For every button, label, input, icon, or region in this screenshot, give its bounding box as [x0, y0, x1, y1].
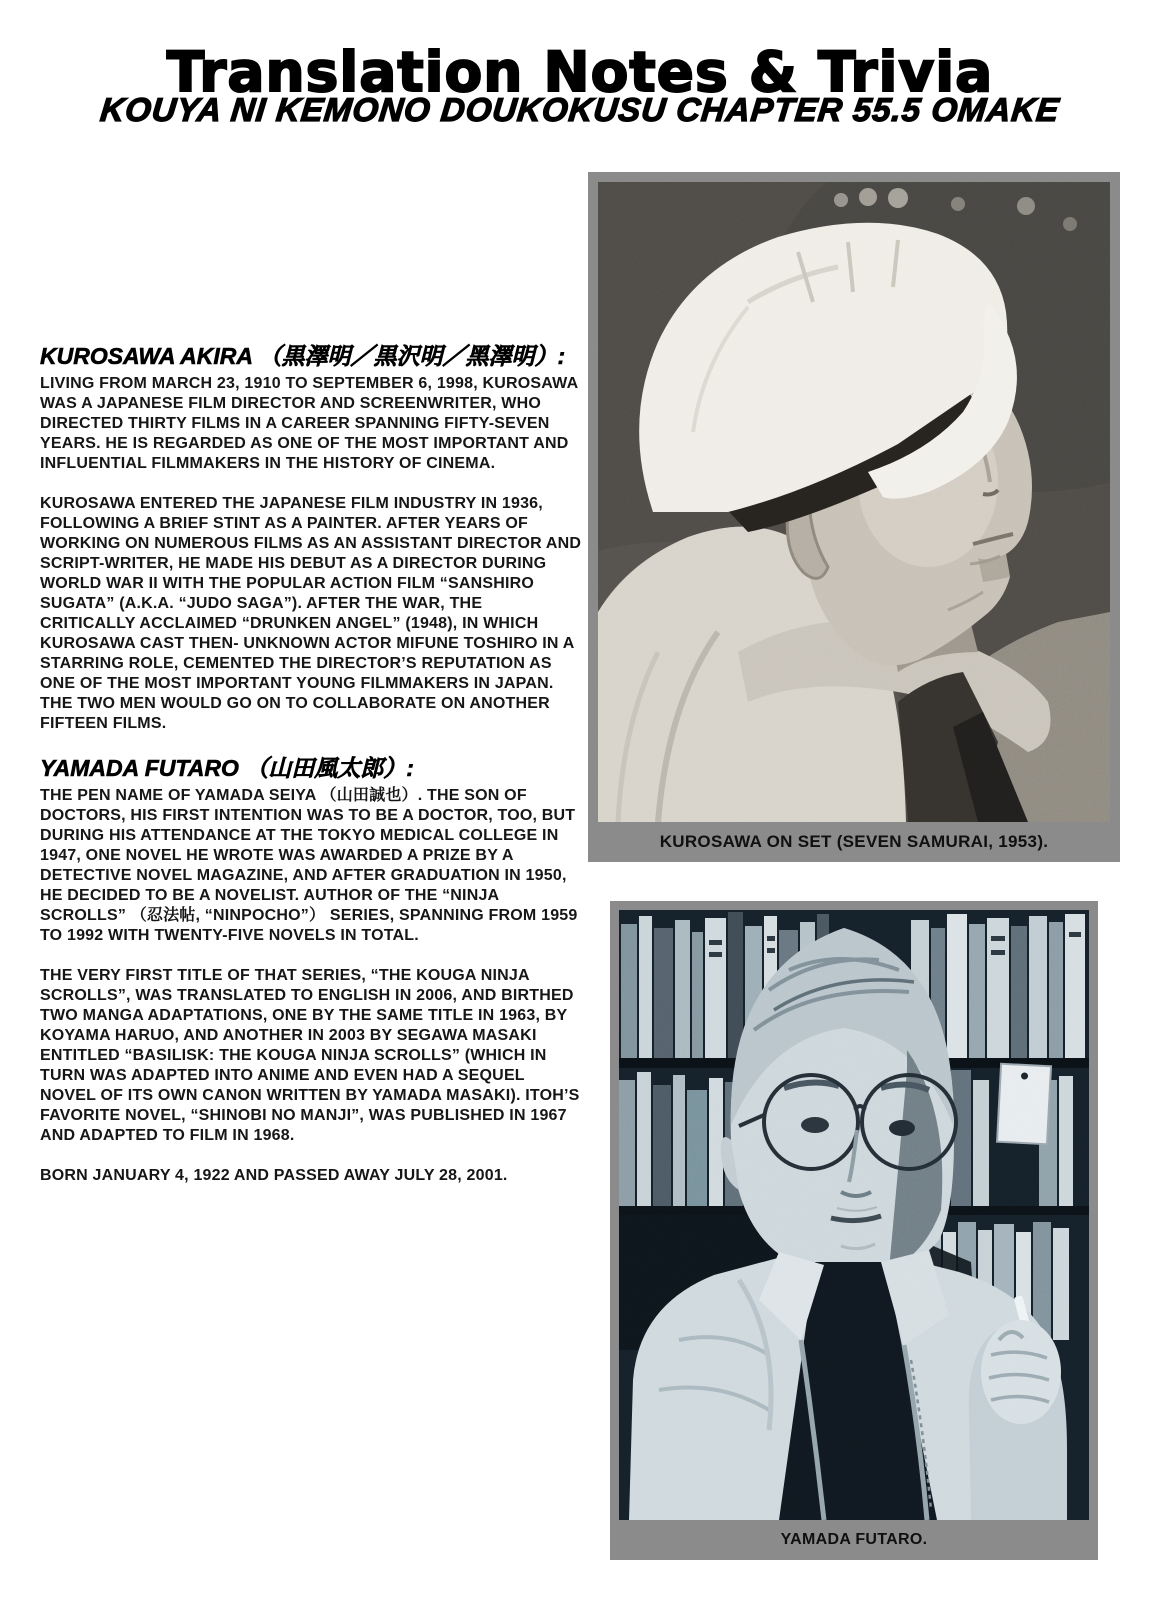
paragraph: LIVING FROM MARCH 23, 1910 TO SEPTEMBER 6, 1998, KUROSAWA WAS A JAPANESE FILM DIRECTOR AND SCREENWRITER, WHO DIRECTED THIRTY FILMS IN A CAREER SPANNING FIFTY-SEVEN YEARS. HE IS REGARDED AS ONE OF THE MOST IMPORTANT AND INFLUENTIAL FILMMAKERS IN THE HISTORY OF CINEMA.	[40, 375, 578, 472]
section-heading-yamada: YAMADA FUTARO （山田風太郎）:	[40, 755, 414, 781]
paragraph: THE VERY FIRST TITLE OF THAT SERIES, “THE KOUGA NINJA SCROLLS”, WAS TRANSLATED TO ENGLISH IN 2006, AND BIRTHED TWO MANGA ADAPTATIONS, ONE BY THE SAME TITLE IN 1963, BY KOYAMA HARUO, AND ANOTHER IN 2003 BY SEGAWA MASAKI ENTITLED “BASILISK: THE KOUGA NINJA SCROLLS” (WHICH IN TURN WAS ADAPTED INTO ANIME AND EVEN HAD A SEQUEL NOVEL OF ITS OWN CANON WRITTEN BY YAMADA MASAKI). ITOH’S FAVORITE NOVEL, “SHINOBI NO MANJI”, WAS PUBLISHED IN 1967 AND ADAPTED TO FILM IN 1968.	[40, 967, 580, 1144]
kurosawa-photo	[598, 182, 1110, 822]
notes-column	[40, 342, 582, 1206]
section-yamada	[40, 754, 582, 1186]
kurosawa-photo-frame	[588, 172, 1120, 862]
paragraph: BORN JANUARY 4, 1922 AND PASSED AWAY JULY 28, 2001.	[40, 1167, 508, 1184]
yamada-photo-caption: YAMADA FUTARO.	[780, 1531, 928, 1548]
page-subtitle: KOUYA NI KEMONO DOUKOKUSU CHAPTER 55.5 OMAKE	[98, 91, 1062, 128]
page-title: Translation Notes & Trivia	[166, 39, 994, 104]
section-heading-kurosawa: KUROSAWA AKIRA （黒澤明／黒沢明／黑澤明）:	[40, 343, 566, 369]
paragraph: THE PEN NAME OF YAMADA SEIYA （山田誠也）. THE SON OF DOCTORS, HIS FIRST INTENTION WAS TO BE A DOCTOR, TOO, BUT DURING HIS ATTENDANCE AT THE TOKYO MEDICAL COLLEGE IN 1947, ONE NOVEL HE WROTE WAS AWARDED A PRIZE BY A DETECTIVE NOVEL MAGAZINE, AND AFTER GRADUATION IN 1950, HE DECIDED TO BE A NOVELIST. AUTHOR OF THE “NINJA SCROLLS” （忍法帖, “NINPOCHO”） SERIES, SPANNING FROM 1959 TO 1992 WITH TWENTY-FIVE NOVELS IN TOTAL.	[40, 787, 578, 944]
section-kurosawa	[40, 342, 582, 734]
kurosawa-photo-caption: KUROSAWA ON SET (SEVEN SAMURAI, 1953).	[659, 832, 1049, 851]
yamada-photo	[619, 910, 1089, 1520]
yamada-photo-frame	[610, 901, 1098, 1560]
paragraph: KUROSAWA ENTERED THE JAPANESE FILM INDUSTRY IN 1936, FOLLOWING A BRIEF STINT AS A PAINTER. AFTER YEARS OF WORKING ON NUMEROUS FILMS AS AN ASSISTANT DIRECTOR AND SCRIPT-WRITER, HE MADE HIS DEBUT AS A DIRECTOR DURING WORLD WAR II WITH THE POPULAR ACTION FILM “SANSHIRO SUGATA” (A.K.A. “JUDO SAGA”). AFTER THE WAR, THE CRITICALLY ACCLAIMED “DRUNKEN ANGEL” (1948), IN WHICH KUROSAWA CAST THEN- UNKNOWN ACTOR MIFUNE TOSHIRO IN A STARRING ROLE, CEMENTED THE DIRECTOR’S REPUTATION AS ONE OF THE MOST IMPORTANT YOUNG FILMMAKERS IN JAPAN. THE TWO MEN WOULD GO ON TO COLLABORATE ON ANOTHER FIFTEEN FILMS.	[40, 495, 582, 732]
